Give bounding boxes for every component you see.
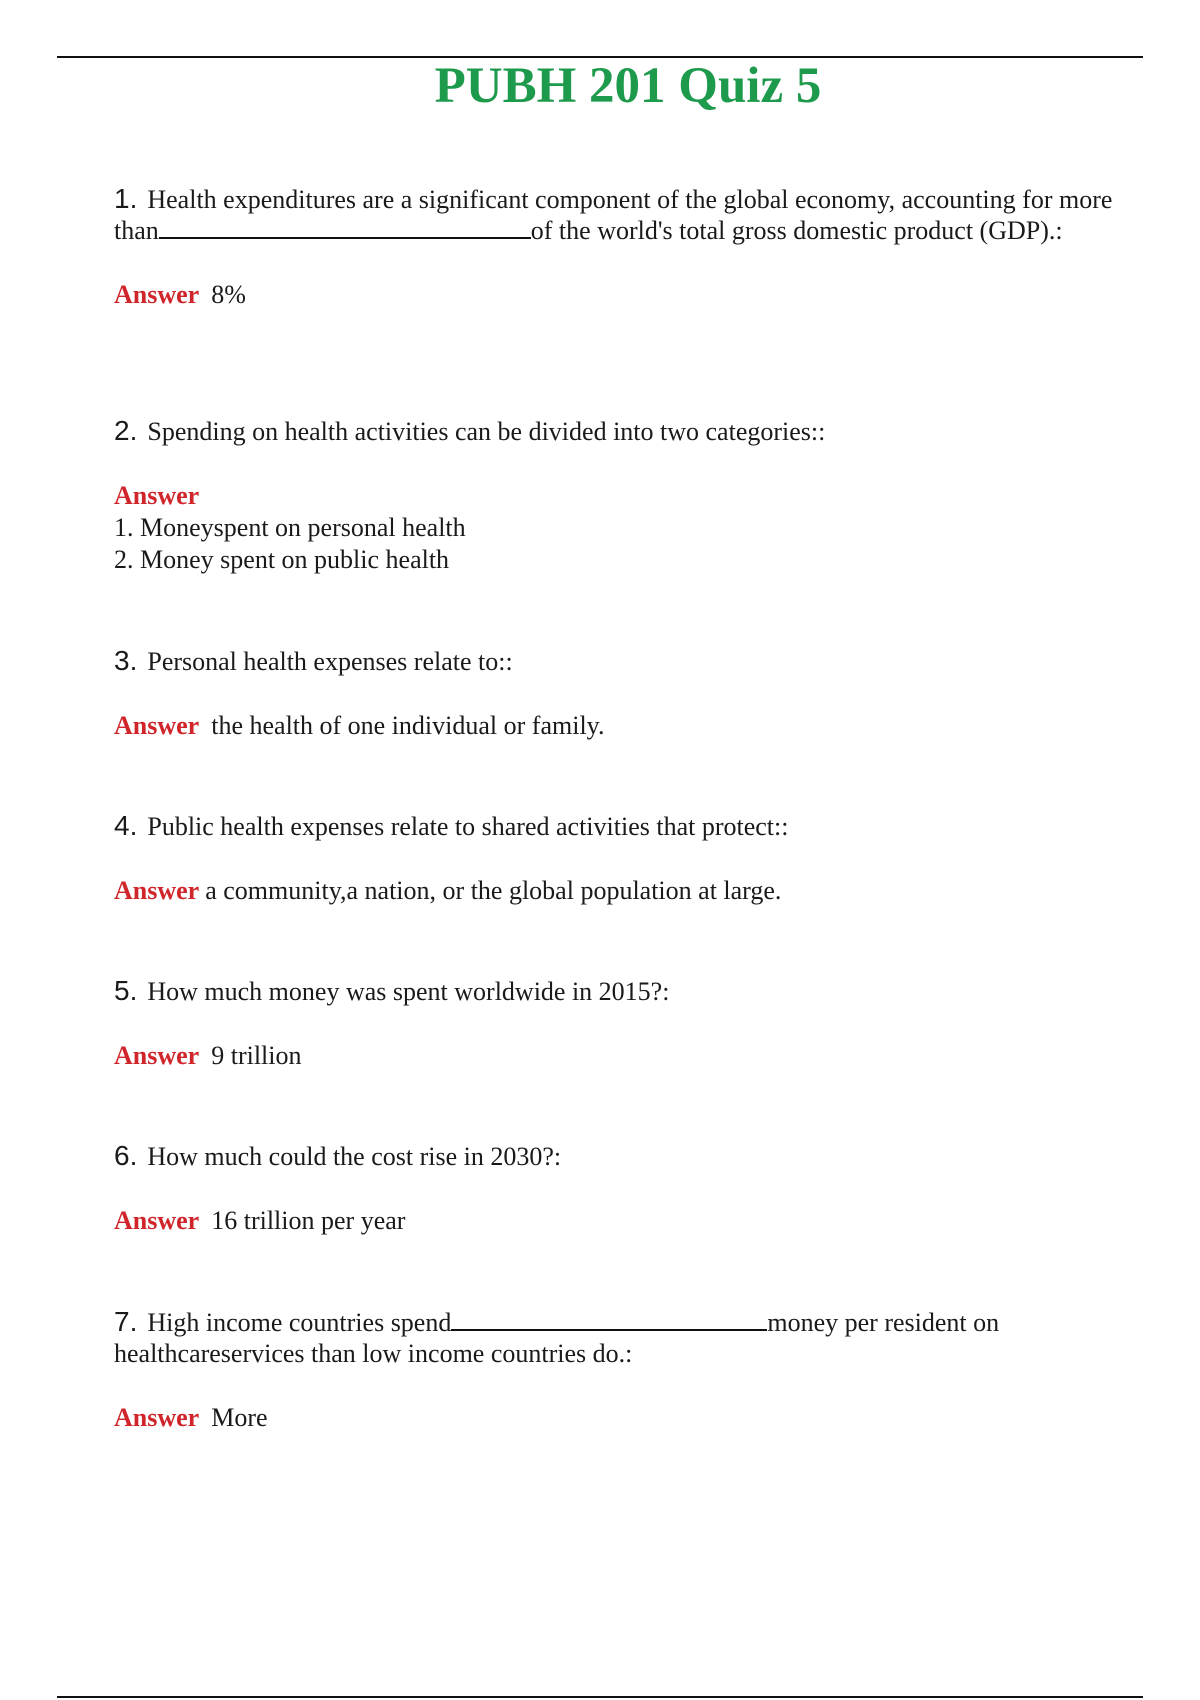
answer-text: 9 trillion [211,1041,302,1070]
bottom-rule [57,1696,1143,1698]
question-text-body: How much money was spent worldwide in 2015?: [147,977,670,1006]
answer [114,710,1124,742]
answer [114,480,1124,512]
question-text-before: Health expenditures are a significant component of the global economy, accounting for more than [114,185,1113,245]
answer-label: Answer [114,1041,200,1070]
answer-text: More [211,1403,268,1432]
answer-list-item: 2. Money spent on public health [114,545,450,574]
question-number: 2. [114,415,138,446]
answer-label: Answer [114,1403,200,1432]
answer [114,279,1124,311]
answer-label: Answer [114,711,200,740]
question-number: 7. [114,1306,138,1337]
fill-blank [159,215,531,239]
answer [114,1040,1124,1072]
question-text [114,415,1124,447]
answer-text: the health of one individual or family. [211,711,605,740]
question-text [114,183,1124,246]
question-text-body: Personal health expenses relate to:: [147,647,513,676]
answer-label: Answer [114,280,200,309]
question-text-body: Public health expenses relate to shared activities that protect:: [147,812,789,841]
answer-text: 16 trillion per year [211,1206,406,1235]
question-3 [114,645,1124,742]
question-text [114,1306,1124,1369]
question-4 [114,810,1124,907]
answer-label: Answer [114,481,200,510]
question-5 [114,975,1124,1072]
answer-label: Answer [114,876,200,905]
answer [114,875,1124,907]
answer-list-item: 1. Moneyspent on personal health [114,513,466,542]
question-text-after: money per resident on healthcareservices than low income countries do.: [114,1308,1000,1368]
question-7 [114,1306,1124,1434]
question-text-body: Spending on health activities can be divided into two categories:: [147,417,826,446]
answer [114,1402,1124,1434]
answer-list [114,512,1124,576]
question-2 [114,415,1124,576]
answer-label: Answer [114,1206,200,1235]
question-text [114,1140,1124,1172]
question-6 [114,1140,1124,1237]
question-number: 5. [114,975,138,1006]
question-text [114,645,1124,677]
page-title: PUBH 201 Quiz 5 [434,58,822,114]
question-1 [114,183,1124,311]
question-text [114,810,1124,842]
question-number: 1. [114,183,138,214]
question-text-after: of the world's total gross domestic product (GDP).: [530,216,1063,245]
fill-blank [451,1307,767,1331]
answer-text: a community,a nation, or the global population at large. [205,876,782,905]
question-text-before: High income countries spend [147,1308,452,1337]
question-text-body: How much could the cost rise in 2030?: [147,1142,562,1171]
question-number: 4. [114,810,138,841]
question-number: 3. [114,645,138,676]
question-text [114,975,1124,1007]
answer [114,1205,1124,1237]
answer-text: 8% [211,280,246,309]
question-number: 6. [114,1140,138,1171]
